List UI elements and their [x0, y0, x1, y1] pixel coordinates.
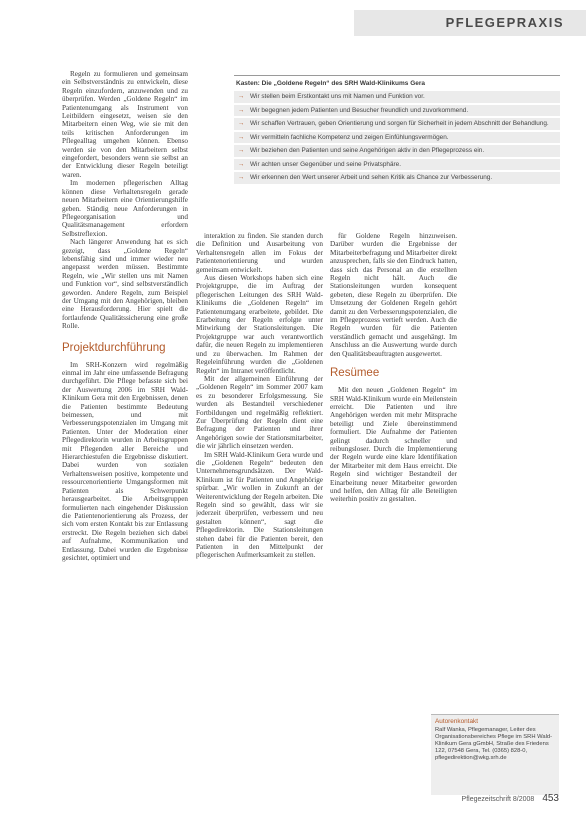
- column-2: [196, 232, 323, 808]
- arrow-icon: →: [238, 147, 245, 154]
- arrow-icon: →: [238, 106, 245, 114]
- rule-item: [234, 159, 560, 171]
- paragraph: Mit der allgemeinen Einführung der „Goldenen Regeln“ im Sommer 2007 kam es zu besonderer Erfolgsmessung. Sie wurden als Bestandteil verschiedener Fortbildungen und regelmäßig reflektiert. Zur Überprüfung der Regeln dient eine Befragung der Patienten und ihrer Angehörigen sowie der Stationsmitarbeiter, die wir jährlich einsetzen werden.: [196, 374, 323, 451]
- rule-item: [234, 172, 560, 184]
- section-heading-summary: Resümee: [330, 367, 380, 380]
- arrow-icon: →: [238, 93, 245, 100]
- column-1: [62, 70, 188, 808]
- header-bar: [354, 10, 586, 36]
- rule-text: Wir beziehen den Patienten und seine Angehörigen aktiv in den Pflegeprozess ein.: [250, 147, 485, 154]
- paragraph: Mit den neuen „Goldenen Regeln“ im SRH Wald-Klinikum wurde ein Meilenstein erreicht. Die Patienten und ihre Angehörigen werden mit mehr Mitsprache beteiligt und Ziele übereinstimmend formuliert. Die Aufnahme der Patienten gelingt dadurch schneller und reibungsloser. Durch die Implementierung der Regeln wurde eine klare Identifikation der Mitarbeiter mit dem Haus erreicht. Die Regeln sind wichtiger Bestandteil der Einarbeitung neuer Mitarbeiter geworden und helfen, den Alltag für alle Beteiligten weiterhin positiv zu gestalten.: [330, 386, 457, 504]
- rule-text: Wir erkennen den Wert unserer Arbeit und sehen Kritik als Chance zur Verbesserung.: [250, 174, 493, 181]
- rule-item: [234, 145, 560, 157]
- paragraph: Im modernen pflegerischen Alltag können diese Verhaltensregeln gerade neuen Mitarbeitern eine Orientierungshilfe geben. Ständig neue Anforderungen in Pflegeorganisation und Qualitätsmanagement erfordern Selbstreflexion.: [62, 179, 188, 238]
- paragraph: Im SRH Wald-Klinikum Gera wurde und die „Goldenen Regeln“ bedeuten den Unternehmensgrundsätzen. Der Wald-Klinikum ist für Patienten und Angehörige spürbar. „Wir wollen in Zukunft an der Weiterentwicklung der Regeln arbeiten. Die Regeln sind so gewählt, dass wir sie jederzeit überprüfen, verbessern und neu gestalten können“, sagt die Pflegedirektorin. Die Stationsleitungen stehen dabei für die Patienten bereit, den Patienten in den Mittelpunkt der pflegerischen Aufmerksamkeit zu stellen.: [196, 450, 323, 560]
- author-box-title: Autorenkontakt: [435, 718, 478, 725]
- paragraph: interaktion zu finden. Sie standen durch die Definition und Ausarbeitung von Verhaltensregeln allen im Fokus der Patientenorientierung und wurden gemeinsam entwickelt.: [196, 232, 323, 274]
- rule-text: Wir achten unser Gegenüber und seine Privatsphäre.: [250, 160, 401, 168]
- paragraph: Nach längerer Anwendung hat es sich gezeigt, dass „Goldene Regeln“ lebensfähig sind und immer wieder neu angepasst werden müssen. Bestimmte Regeln, wie „Wir stellen uns mit Namen und Funktion vor“, sind selbstverständlich geworden. Andere Regeln, zum Beispiel der Umgang mit den Angehörigen, bleiben eine Herausforderung. Hier spielt die fortlaufende Qualitätssicherung eine große Rolle.: [62, 238, 188, 331]
- section-heading-project: Projektdurchführung: [62, 341, 166, 354]
- arrow-icon: →: [238, 120, 245, 127]
- rule-item: [234, 105, 560, 117]
- rule-item: [234, 118, 560, 130]
- paragraph: Aus diesen Workshops haben sich eine Projektgruppe, die im Auftrag der pflegerischen Leitungen des SRH Wald-Klinikums die „Goldenen Regeln“ im Patientenumgang erarbeitete, gebildet. Die Erarbeitung der Regeln erfolgte unter Mitwirkung der Stationsleitungen. Die Projektgruppe war auch verantwortlich dafür, die neuen Regeln zu implementieren und zu überwachen. Im Rahmen der Regeleinführung wurden die „Goldenen Regeln“ im Intranet veröffentlicht.: [196, 274, 323, 375]
- author-contact-box: [431, 714, 559, 795]
- page-number: 453: [542, 793, 559, 804]
- paragraph: Regeln zu formulieren und gemeinsam ein Selbstverständnis zu entwickeln, diese Regeln einzufordern, anzuwenden und zu überprüfen. Werden „Goldene Regeln“ im Patientenumgang als Instrument von Leitbildern eingesetzt, weisen sie den Mitarbeitern einen Weg, wie sie mit den teils kritischen Anforderungen im Pflegealltag umgehen können. Ebenso werden sie von den Mitarbeitern selbst eingefordert, besonders wenn sie selbst an der Entwicklung dieser Regeln beteiligt waren.: [62, 70, 188, 179]
- author-box-text: Ralf Wanka, Pflegemanager, Leiter des Organisationsbereiches Pflege im SRH Wald-Klinikum Gera gGmbH, Straße des Friedens 122, 07548 Gera, Tel. (0365) 828-0, pflegedirektion@wkg.srh.de: [435, 727, 553, 761]
- rule-text: Wir begegnen jedem Patienten und Besucher freundlich und zuvorkommend.: [250, 106, 469, 114]
- paragraph: Im SRH-Konzern wird regelmäßig einmal im Jahr eine umfassende Befragung durchgeführt. Die Pflege befasste sich bei der Auswertung 2006 im SRH Wald-Klinikum Gera mit den Ergebnissen, denen die Patienten bestimmte Bedeutung beimessen, und mit Verbesserungspotenzialen im Umgang mit Patienten. Unter der Moderation einer Pflegedirektorin wurden in Arbeitsgruppen mit Pflegenden aller Bereiche und Hierarchiestufen die Ergebnisse diskutiert. Dabei wurden von sozialen Verhaltensweisen positive, kompetente und ressourcenorientierte Umgangsformen mit Patienten als Schwerpunkt herausgearbeitet. Die Arbeitsgruppen formulierten nach eingehender Diskussion die Patientenorientierung als Prozess, der sich vom ersten Kontakt bis zur Entlassung erstreckt. Die Regeln beziehen sich dabei auf Aufnahme, Kommunikation und Entlassung. Dabei wurden die Ergebnisse gesichtet, optimiert und: [62, 360, 188, 562]
- box-title: Kasten: Die „Goldene Regeln“ des SRH Wald-Klinikums Gera: [236, 80, 426, 87]
- arrow-icon: →: [238, 133, 245, 141]
- rule-item: [234, 132, 560, 144]
- arrow-icon: →: [238, 174, 245, 181]
- rule-text: Wir vermitteln fachliche Kompetenz und zeigen Einfühlungsvermögen.: [250, 133, 449, 141]
- rule-item: [234, 91, 560, 103]
- section-title: PFLEGEPRAXIS: [445, 15, 564, 30]
- paragraph: für Goldene Regeln hinzuweisen. Darüber wurden die Ergebnisse der Mitarbeiterbefragung und Mitarbeiter direkt anzusprechen, falls sie den Eindruck hatten, dass sich das Personal an die erstellten Regeln nicht hält. Auch die Stationsleitungen wurden konsequent gebeten, diese Regeln zu überprüfen. Die Umsetzung der Goldenen Regeln gehört damit zu den Verbesserungspotenzialen, die im Pflegeprozess vertieft werden. Auch die Regeln wurden für die Patienten verständlich gemacht und ausgehängt. Im Anschluss an die Auswertung wurde durch den Qualitätsbeauftragten ausgewertet.: [330, 232, 457, 358]
- rule-text: Wir schaffen Vertrauen, geben Orientierung und sorgen für Sicherheit in jedem Abschnitt der Behandlung.: [250, 120, 549, 127]
- rule-text: Wir stellen beim Erstkontakt uns mit Namen und Funktion vor.: [250, 93, 425, 100]
- page-footer: [462, 793, 559, 804]
- journal-name: Pflegezeitschrift 8/2008: [461, 796, 535, 803]
- arrow-icon: →: [238, 160, 245, 168]
- golden-rules-box: [234, 75, 560, 217]
